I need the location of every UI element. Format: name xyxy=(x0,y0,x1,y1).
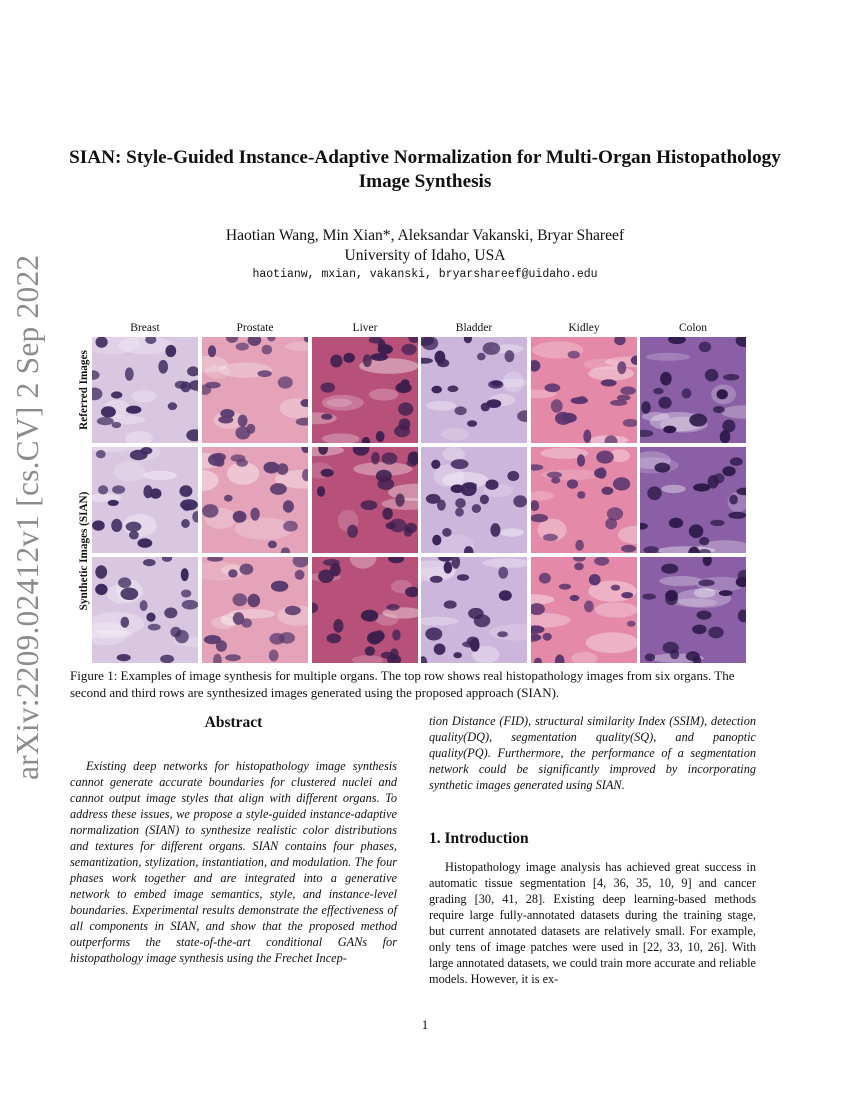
paper-title: SIAN: Style-Guided Instance-Adaptive Normalization for Multi-Organ Histopathology Image Synthesis xyxy=(69,147,781,192)
introduction-heading: 1. Introduction xyxy=(429,830,529,847)
author-emails: haotianw, mxian, vakanski, bryarshareef@uidaho.edu xyxy=(252,268,598,281)
histopathology-image-tile xyxy=(421,557,527,663)
figure-row-label: Synthetic Images (SIAN) xyxy=(78,491,90,611)
histopathology-image-tile xyxy=(92,557,198,663)
figure-column-label: Kidley xyxy=(568,322,600,334)
figure-column-label: Breast xyxy=(130,322,160,334)
abstract-continuation: tion Distance (FID), structural similarity Index (SSIM), detection quality(DQ), segmentation quality(SQ), and panoptic quality(PQ). Furthermore, the performance of a segmentation network could be significantly improved by incorporating synthetic images generated using SIAN. xyxy=(429,714,756,792)
histopathology-image-tile xyxy=(312,447,418,553)
figure-column-label: Liver xyxy=(352,322,378,334)
abstract-text: Existing deep networks for histopathology image synthesis cannot generate accurate boundaries for clustered nuclei and cannot output image styles that align with different organs. To address these issues, we propose a style-guided instance-adaptive normalization (SIAN) to synthesize realistic color distributions and textures for different organs. SIAN contains four phases, semantization, stylization, instantiation, and modulation. The four phases work together and are integrated into a generative network to embed image semantics, style, and instance-level boundaries. Experimental results demonstrate the effectiveness of all components in SIAN, and show that the proposed method outperforms the state-of-the-art conditional GANs for histopathology image synthesis using the Frechet Incep- xyxy=(70,759,397,965)
histopathology-image-tile xyxy=(640,447,746,553)
page-number: 1 xyxy=(421,1017,429,1032)
histopathology-image-tile xyxy=(202,337,308,443)
histopathology-image-tile xyxy=(421,337,527,443)
figure-caption: Figure 1: Examples of image synthesis for multiple organs. The top row shows real histopathology images from six organs. The second and third rows are synthesized images generated using the proposed approach (SIAN). xyxy=(70,668,735,700)
affiliation: University of Idaho, USA xyxy=(344,247,506,264)
abstract-heading: Abstract xyxy=(204,714,263,731)
histopathology-image-tile xyxy=(640,557,746,663)
introduction-text: Histopathology image analysis has achieved great success in automatic tissue segmentation [4, 36, 35, 10, 9] and cancer grading [30, 41, 28]. Existing deep learning-based methods require large fully-annotated datasets during the training stage, but current annotated datasets are relatively small. For example, only tens of image patches were used in [22, 33, 10, 26]. With large annotated datasets, we could train more accurate and reliable models. However, it is ex- xyxy=(429,860,756,986)
histopathology-image-tile xyxy=(202,447,308,553)
figure-column-label: Prostate xyxy=(236,322,274,334)
histopathology-image-tile xyxy=(640,337,746,443)
histopathology-image-tile xyxy=(312,557,418,663)
histopathology-image-tile xyxy=(202,557,308,663)
histopathology-image-tile xyxy=(92,337,198,443)
figure-column-label: Colon xyxy=(678,322,708,334)
histopathology-image-tile xyxy=(531,557,637,663)
histopathology-image-tile xyxy=(531,337,637,443)
histopathology-image-tile xyxy=(531,447,637,553)
histopathology-image-tile xyxy=(421,447,527,553)
arxiv-identifier: arXiv:2209.02412v1 [cs.CV] 2 Sep 2022 xyxy=(10,254,45,780)
author-list: Haotian Wang, Min Xian*, Aleksandar Vakanski, Bryar Shareef xyxy=(225,227,625,244)
figure-row-label: Referred Images xyxy=(78,350,90,430)
figure-column-label: Bladder xyxy=(455,322,493,334)
histopathology-image-tile xyxy=(312,337,418,443)
histopathology-image-tile xyxy=(92,447,198,553)
